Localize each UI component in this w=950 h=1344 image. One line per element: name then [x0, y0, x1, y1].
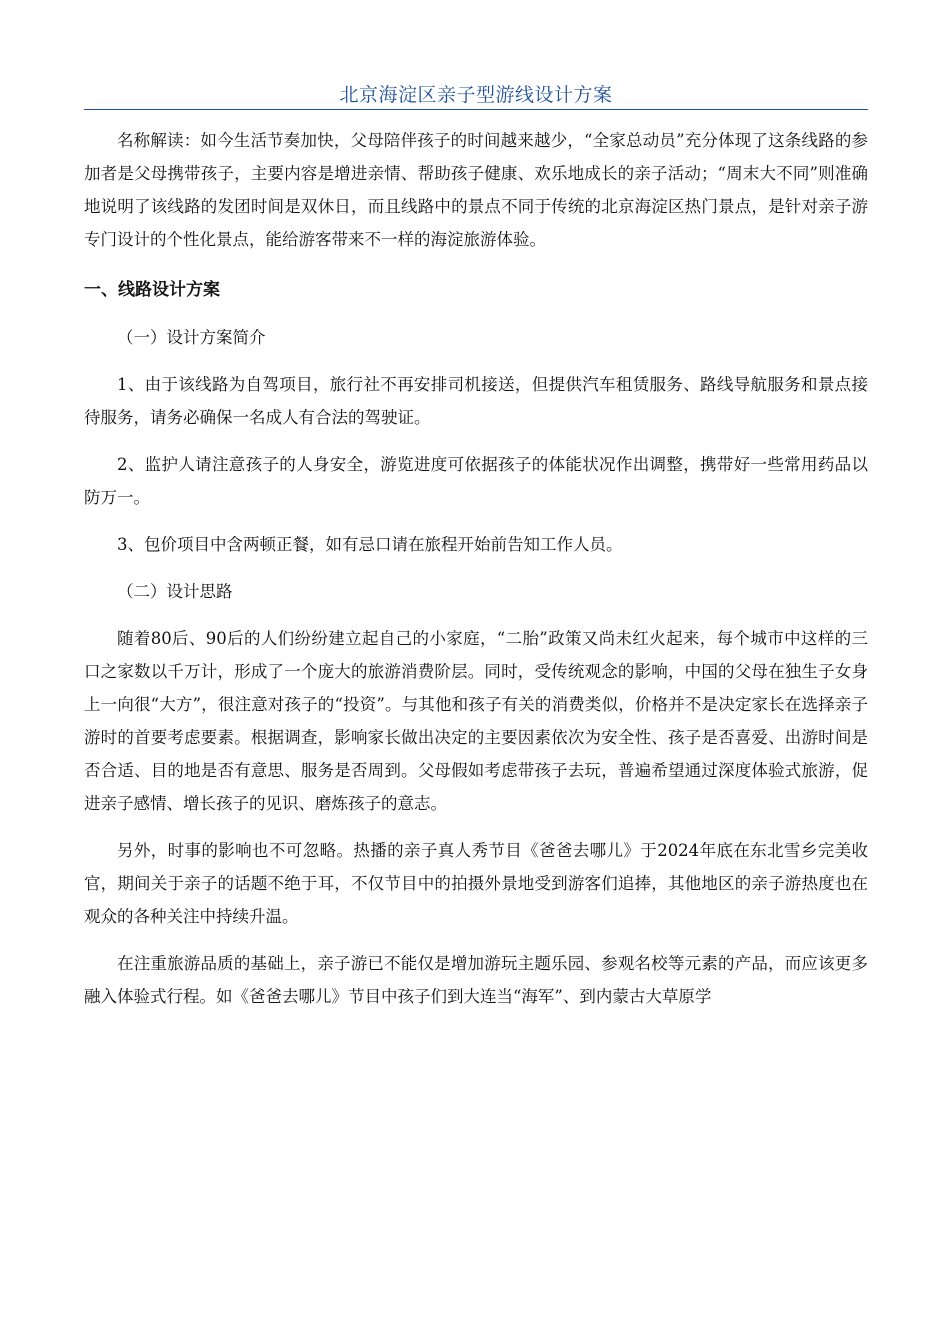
paragraph-experiential-travel: 在注重旅游品质的基础上，亲子游已不能仅是增加游玩主题乐园、参观名校等元素的产品，而应该更多融入体验式行程。如《爸爸去哪儿》节目中孩子们到大连当“海军”、到内蒙古大草原学 [84, 954, 868, 1006]
document-body [84, 124, 868, 1013]
title-underline [84, 109, 868, 110]
list-item-safety: 2、监护人请注意孩子的人身安全，游览进度可依据孩子的体能状况作出调整，携带好一些常用药品以防万一。 [84, 455, 868, 507]
subsection-heading-overview: （一）设计方案简介 [117, 328, 266, 347]
subsection-heading-design-ideas: （二）设计思路 [117, 582, 233, 601]
paragraph-current-events: 另外，时事的影响也不可忽略。热播的亲子真人秀节目《爸爸去哪儿》于2024年底在东北雪乡完美收官，期间关于亲子的话题不绝于耳，不仅节目中的拍摄外景地受到游客们追捧，其他地区的亲子游热度也在观众的各种关注中持续升温。 [84, 841, 868, 926]
intro-paragraph: 名称解读：如今生活节奏加快，父母陪伴孩子的时间越来越少，“全家总动员”充分体现了这条线路的参加者是父母携带孩子，主要内容是增进亲情、帮助孩子健康、欢乐地成长的亲子活动；“周末大不同”则准确地说明了该线路的发团时间是双休日，而且线路中的景点不同于传统的北京海淀区热门景点，是针对亲子游专门设计的个性化景点，能给游客带来不一样的海淀旅游体验。 [84, 131, 868, 249]
document-title: 北京海淀区亲子型游线设计方案 [339, 84, 613, 106]
list-item-meals: 3、包价项目中含两顿正餐，如有忌口请在旅程开始前告知工作人员。 [117, 535, 623, 554]
paragraph-market-analysis: 随着80后、90后的人们纷纷建立起自己的小家庭，“二胎”政策又尚未红火起来，每个城市中这样的三口之家数以千万计，形成了一个庞大的旅游消费阶层。同时，受传统观念的影响，中国的父母在独生子女身上一向很“大方”，很注意对孩子的“投资”。与其他和孩子有关的消费类似，价格并不是决定家长在选择亲子游时的首要考虑要素。根据调查，影响家长做出决定的主要因素依次为安全性、孩子是否喜爱、出游时间是否合适、目的地是否有意思、服务是否周到。父母假如考虑带孩子去玩，普遍希望通过深度体验式旅游，促进亲子感情、增长孩子的见识、磨炼孩子的意志。 [84, 629, 868, 813]
section-heading-route-design: 一、线路设计方案 [84, 280, 220, 300]
list-item-self-drive: 1、由于该线路为自驾项目，旅行社不再安排司机接送，但提供汽车租赁服务、路线导航服务和景点接待服务，请务必确保一名成人有合法的驾驶证。 [84, 375, 868, 427]
